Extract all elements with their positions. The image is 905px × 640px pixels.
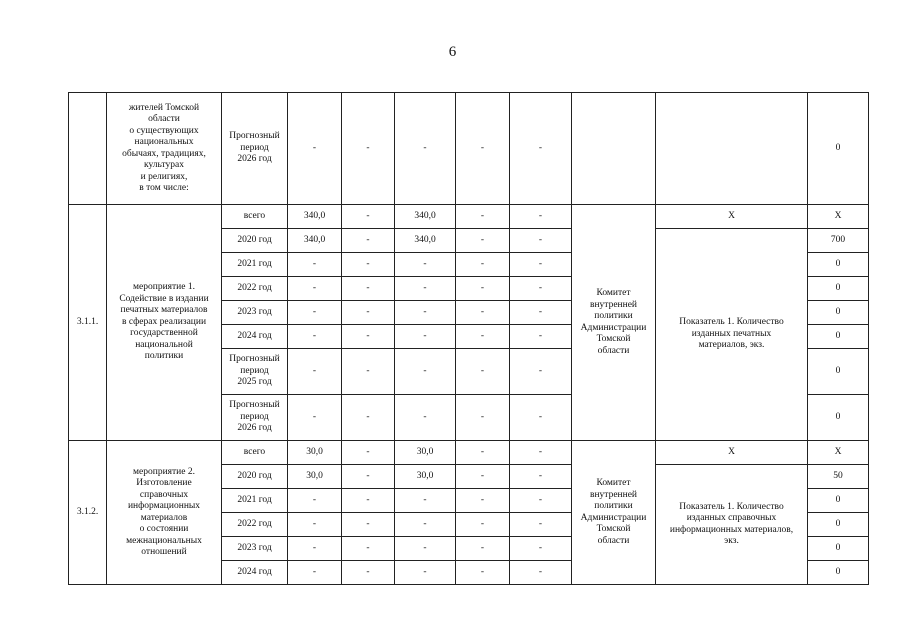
value-cell: - [456, 325, 510, 349]
indicator-value-cell: 0 [808, 349, 869, 395]
value-cell: - [510, 513, 572, 537]
indicator-value-cell: 0 [808, 561, 869, 585]
period-cell: 2022 год [222, 277, 288, 301]
value-cell: 340,0 [288, 205, 342, 229]
value-cell: - [510, 395, 572, 441]
value-cell: - [456, 205, 510, 229]
value-cell: - [288, 489, 342, 513]
value-cell: - [395, 93, 456, 205]
period-cell: 2024 год [222, 561, 288, 585]
period-cell: Прогнозный период 2025 год [222, 349, 288, 395]
value-cell: - [395, 489, 456, 513]
value-cell: - [342, 325, 395, 349]
period-cell: 2020 год [222, 465, 288, 489]
indicator-cell: Показатель 1. Количество изданных печатных материалов, экз. [656, 229, 808, 441]
period-cell: 2023 год [222, 537, 288, 561]
value-cell: - [456, 465, 510, 489]
period-cell: 2021 год [222, 489, 288, 513]
value-cell: - [395, 349, 456, 395]
value-cell: - [510, 537, 572, 561]
value-cell: - [342, 537, 395, 561]
value-cell: - [288, 277, 342, 301]
indicator-value-cell: 0 [808, 253, 869, 277]
value-cell: - [342, 205, 395, 229]
value-cell: - [395, 513, 456, 537]
value-cell: - [510, 229, 572, 253]
value-cell: - [288, 395, 342, 441]
value-cell: - [342, 229, 395, 253]
value-cell: - [288, 253, 342, 277]
value-cell: - [456, 395, 510, 441]
executor-cell [572, 93, 656, 205]
value-cell: 340,0 [395, 229, 456, 253]
value-cell: - [395, 537, 456, 561]
indicator-value-cell: 0 [808, 325, 869, 349]
value-cell: - [510, 301, 572, 325]
value-cell: - [456, 561, 510, 585]
period-cell: всего [222, 441, 288, 465]
indicator-value-cell: 0 [808, 489, 869, 513]
page-number: 6 [448, 44, 457, 60]
indicator-value-cell: 0 [808, 301, 869, 325]
period-cell: 2023 год [222, 301, 288, 325]
value-cell: - [456, 253, 510, 277]
value-cell: - [395, 253, 456, 277]
indicator-value-cell: 0 [808, 395, 869, 441]
value-cell: - [456, 489, 510, 513]
value-cell: - [342, 465, 395, 489]
period-cell: 2021 год [222, 253, 288, 277]
value-cell: - [342, 277, 395, 301]
value-cell: - [510, 325, 572, 349]
value-cell: - [456, 441, 510, 465]
value-cell: - [342, 441, 395, 465]
indicator-cell: Показатель 1. Количество изданных справочных информационных материалов, экз. [656, 465, 808, 585]
indicator-value-cell: 50 [808, 465, 869, 489]
value-cell: - [342, 253, 395, 277]
period-cell: Прогнозный период 2026 год [222, 93, 288, 205]
value-cell: 30,0 [395, 465, 456, 489]
value-cell: - [288, 537, 342, 561]
indicator-cell [656, 93, 808, 205]
value-cell: - [510, 561, 572, 585]
indicator-total-cell: X [656, 205, 808, 229]
event-number: 3.1.1. [69, 205, 107, 441]
value-cell: - [510, 465, 572, 489]
value-cell: - [395, 325, 456, 349]
period-cell: Прогнозный период 2026 год [222, 395, 288, 441]
value-cell: - [342, 349, 395, 395]
value-cell: - [510, 349, 572, 395]
value-cell: - [510, 253, 572, 277]
value-cell: 30,0 [288, 441, 342, 465]
value-cell: - [510, 277, 572, 301]
indicator-total-cell: X [656, 441, 808, 465]
event-number: 3.1.2. [69, 441, 107, 585]
value-cell: - [288, 301, 342, 325]
value-cell: - [342, 301, 395, 325]
indicator-value-cell: 0 [808, 513, 869, 537]
program-table [68, 92, 869, 585]
period-cell: 2020 год [222, 229, 288, 253]
value-cell: - [510, 489, 572, 513]
indicator-value-cell: 700 [808, 229, 869, 253]
value-cell: 30,0 [395, 441, 456, 465]
period-cell: 2024 год [222, 325, 288, 349]
value-cell: - [456, 229, 510, 253]
table-row [69, 205, 869, 229]
value-cell: - [456, 349, 510, 395]
value-cell: - [342, 93, 395, 205]
value-cell: - [510, 205, 572, 229]
indicator-value-cell: X [808, 205, 869, 229]
table-row [69, 441, 869, 465]
value-cell: - [395, 561, 456, 585]
event-description: мероприятие 2. Изготовление справочных информационных материалов о состоянии межнациональных отношений [107, 441, 222, 585]
value-cell: - [342, 489, 395, 513]
value-cell: - [456, 93, 510, 205]
value-cell: - [288, 349, 342, 395]
value-cell: 340,0 [395, 205, 456, 229]
value-cell: - [342, 513, 395, 537]
value-cell: - [288, 93, 342, 205]
table-row [69, 93, 869, 205]
value-cell: - [456, 301, 510, 325]
period-cell: 2022 год [222, 513, 288, 537]
value-cell: - [395, 277, 456, 301]
value-cell: - [395, 395, 456, 441]
event-description: мероприятие 1. Содействие в издании печатных материалов в сферах реализации государственной национальной политики [107, 205, 222, 441]
indicator-value-cell: 0 [808, 537, 869, 561]
value-cell: - [456, 513, 510, 537]
value-cell: - [456, 277, 510, 301]
indicator-value-cell: 0 [808, 277, 869, 301]
value-cell: - [395, 301, 456, 325]
value-cell: - [510, 93, 572, 205]
executor-cell: Комитет внутренней политики Администрации Томской области [572, 441, 656, 585]
value-cell: - [288, 325, 342, 349]
period-cell: всего [222, 205, 288, 229]
executor-cell: Комитет внутренней политики Администрации Томской области [572, 205, 656, 441]
value-cell: 30,0 [288, 465, 342, 489]
value-cell: - [342, 561, 395, 585]
value-cell: 340,0 [288, 229, 342, 253]
event-description: жителей Томской области о существующих национальных обычаях, традициях, культурах и религиях, в том числе: [107, 93, 222, 205]
value-cell: - [288, 513, 342, 537]
value-cell: - [342, 395, 395, 441]
indicator-value-cell: X [808, 441, 869, 465]
value-cell: - [456, 537, 510, 561]
indicator-value-cell: 0 [808, 93, 869, 205]
value-cell: - [510, 441, 572, 465]
row-number-cell [69, 93, 107, 205]
value-cell: - [288, 561, 342, 585]
